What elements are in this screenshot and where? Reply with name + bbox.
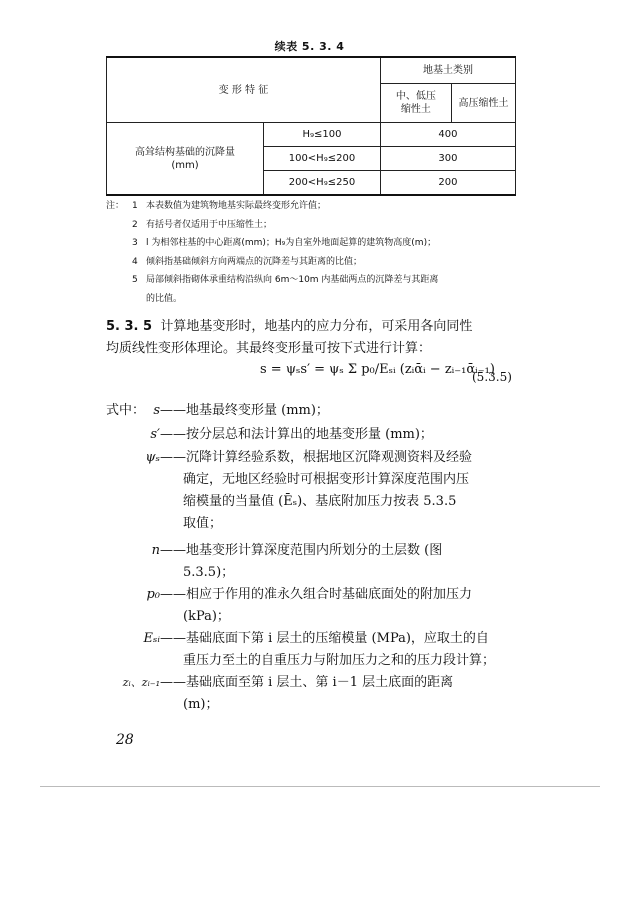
- header-high: 高压缩性土: [451, 84, 515, 123]
- definition-s: s——地基最终变形量 (mm)；: [153, 403, 329, 418]
- table-cell-cond: 200<H₉≤250: [264, 171, 381, 196]
- note-item: 3 l 为相邻柱基的中心距离(mm)；H₉为自室外地面起算的建筑物高度(m)；: [132, 238, 437, 248]
- definition-n: n——地基变形计算深度范围内所划分的土层数 (图: [151, 543, 443, 558]
- where-label: 式中：: [106, 403, 146, 418]
- section-number: 5. 3. 5: [106, 319, 153, 334]
- note-item: 注： 1 本表数值为建筑物地基实际最终变形允许值；: [106, 197, 526, 216]
- table-caption: 续表 5. 3. 4: [274, 40, 345, 53]
- definition-p0: p₀——相应于作用的准永久组合时基础底面处的附加压力: [146, 587, 473, 602]
- note-item: 的比值。: [146, 293, 183, 304]
- settlement-formula: s = ψₛs′ = ψₛ Σ p₀/Eₛᵢ (zᵢᾱᵢ − zᵢ₋₁ᾱᵢ₋₁): [260, 362, 495, 377]
- table-notes: [106, 197, 526, 308]
- equation-number: (5.3.5): [472, 370, 512, 384]
- header-feature: 变 形 特 征: [107, 57, 381, 123]
- table-cell-value: 300: [380, 147, 515, 171]
- definition-psi: ψₛ——沉降计算经验系数，根据地区沉降观测资料及经验: [145, 450, 473, 465]
- definition-s-prime: s′——按分层总和法计算出的地基变形量 (mm)；: [150, 427, 433, 442]
- section-paragraph: [106, 316, 524, 360]
- header-soil-class: 地基土类别: [380, 57, 515, 84]
- definition-esi: Eₛᵢ——基础底面下第 i 层土的压缩模量 (MPa)，应取土的自: [143, 631, 489, 646]
- note-item: 5 局部倾斜指砌体承重结构沿纵向 6m～10m 内基础两点的沉降差与其距离: [132, 275, 439, 285]
- scan-artifact-line: [40, 786, 600, 787]
- definition-zi: zᵢ、zᵢ₋₁——基础底面至第 i 层土、第 i－1 层土底面的距离: [122, 675, 454, 690]
- section-text-line-1: 计算地基变形时，地基内的应力分布，可采用各向同性: [160, 319, 473, 334]
- definition-psi-line: 确定，无地区经验时可根据变形计算深度范围内压: [183, 472, 470, 487]
- definition-zi-line: (m)；: [183, 697, 219, 712]
- definition-p0-line: (kPa)；: [183, 609, 230, 624]
- notes-lead: 注：: [106, 201, 125, 211]
- note-item: 2 有括号者仅适用于中压缩性土；: [132, 219, 273, 230]
- definition-esi-line: 重压力至土的自重压力与附加压力之和的压力段计算；: [183, 653, 496, 668]
- table-cell-value: 200: [380, 171, 515, 196]
- note-item: 4 倾斜指基础倾斜方向两端点的沉降差与其距离的比值；: [132, 256, 363, 267]
- definition-n-line: 5.3.5)；: [183, 565, 235, 580]
- definition-psi-line: 取值；: [183, 516, 223, 531]
- table-cell-cond: H₉≤100: [264, 123, 381, 147]
- deformation-limit-table: [106, 56, 516, 196]
- section-text-line-2: 均质线性变形体理论。其最终变形量可按下式进行计算：: [106, 341, 432, 356]
- header-low-mid: 中、低压 缩性土: [380, 84, 451, 123]
- definition-psi-line: 缩模量的当量值 (Ēₛ)、基底附加压力按表 5.3.5: [183, 494, 457, 509]
- table-cell-cond: 100<H₉≤200: [264, 147, 381, 171]
- page-number: 28: [116, 732, 134, 748]
- row-label: 高耸结构基础的沉降量 (mm): [107, 123, 264, 196]
- table-cell-value: 400: [380, 123, 515, 147]
